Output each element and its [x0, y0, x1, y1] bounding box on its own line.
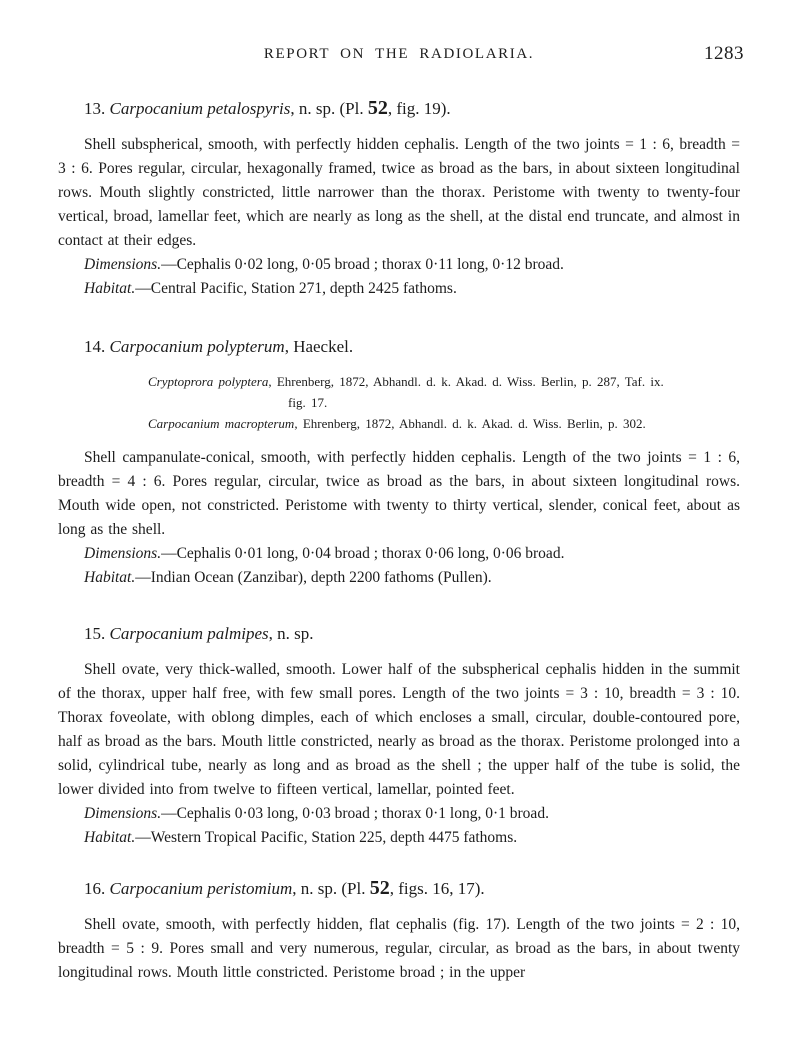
running-head: [58, 43, 744, 68]
habitat-label: Habitat.: [84, 569, 136, 586]
description-paragraph: Shell subspherical, smooth, with perfectly hidden cephalis. Length of the two joints = 1 : 6, breadth = 3 : 6. Pores regular, circular, hexagonally framed, twice as broad as the bars, in about sixteen longitudinal rows. Mouth slightly constricted, little narrower than the thorax. Peristome with twenty to twenty-four vertical, broad, lamellar feet, which are nearly as long as the shell, at the distal end truncate, and almost in contact at their edges.: [58, 136, 740, 249]
heading-text: , figs. 16, 17).: [389, 879, 485, 898]
heading-text: , n. sp. (Pl.: [292, 879, 370, 898]
heading-text: , fig. 19).: [387, 99, 451, 118]
habitat-label: Habitat.: [84, 829, 136, 846]
dimensions-label: Dimensions.: [84, 805, 162, 822]
description-paragraph: Shell campanulate-conical, smooth, with perfectly hidden cephalis. Length of the two joints = 1 : 6, breadth = 4 : 6. Pores regular, circular, twice as broad as the bars, in about sixteen longitudinal rows. Mouth wide open, not constricted. Peristome with twenty to thirty vertical, slender, conical feet, about as long as the shell.: [58, 449, 740, 538]
habitat-line: [58, 277, 740, 301]
dimensions-label: Dimensions.: [84, 545, 162, 562]
reference-species: Cryptoprora polyptera: [148, 374, 269, 389]
section-heading-15: [58, 622, 740, 646]
description-paragraph: Shell ovate, smooth, with perfectly hidden, flat cephalis (fig. 17). Length of the two joints = 2 : 10, breadth = 5 : 9. Pores small and very numerous, regular, circular, as broad as the bars, in about twenty longitudinal rows. Mouth little constricted. Peristome broad ; in the upper: [58, 916, 740, 981]
dimensions-text: —Cephalis 0·02 long, 0·05 broad ; thorax 0·11 long, 0·12 broad.: [161, 256, 564, 273]
reference-citation: , Ehrenberg, 1872, Abhandl. d. k. Akad. d. Wiss. Berlin, p. 302.: [294, 416, 646, 431]
dimensions-line: [58, 253, 740, 277]
habitat-line: [58, 566, 740, 590]
heading-number: 14.: [84, 337, 110, 356]
habitat-text: —Indian Ocean (Zanzibar), depth 2200 fathoms (Pullen).: [135, 569, 492, 586]
description-paragraph: Shell ovate, very thick-walled, smooth. Lower half of the subspherical cephalis hidden in the summit of the thorax, upper half free, with few small pores. Length of the two joints = 3 : 10, breadth = 3 : 10. Thorax foveolate, with oblong dimples, each of which encloses a small, circular, double-contoured pore, half as broad as the bars. Mouth little constricted, nearly as broad as the thorax. Peristome prolonged into a solid, cylindrical tube, nearly as long and as broad as the shell ; the upper half of the tube is solid, the lower divided into from twelve to fifteen vertical, lamellar, pointed feet.: [58, 661, 740, 798]
page-title: REPORT ON THE RADIOLARIA.: [263, 46, 535, 62]
heading-text: , n. sp.: [268, 624, 314, 643]
habitat-label: Habitat.: [84, 280, 136, 297]
heading-number: 13.: [84, 99, 110, 118]
section-heading-16: [58, 876, 740, 901]
dimensions-label: Dimensions.: [84, 256, 162, 273]
heading-text: , n. sp. (Pl.: [290, 99, 368, 118]
dimensions-text: —Cephalis 0·03 long, 0·03 broad ; thorax 0·1 long, 0·1 broad.: [161, 805, 549, 822]
species-name: Carpocanium palmipes: [109, 624, 269, 643]
dimensions-line: [58, 542, 740, 566]
plate-number: 52: [369, 877, 390, 899]
reference-continuation: fig. 17.: [288, 395, 328, 410]
reference-item: [148, 371, 740, 392]
reference-species: Carpocanium macropterum: [148, 416, 295, 431]
plate-number: 52: [367, 97, 388, 119]
heading-number: 15.: [84, 624, 110, 643]
species-name: Carpocanium petalospyris: [109, 99, 291, 118]
page-number: 1283: [704, 43, 744, 64]
habitat-text: —Central Pacific, Station 271, depth 2425 fathoms.: [135, 280, 457, 297]
dimensions-text: —Cephalis 0·01 long, 0·04 broad ; thorax 0·06 long, 0·06 broad.: [161, 545, 565, 562]
heading-number: 16.: [84, 879, 110, 898]
species-name: Carpocanium polypterum: [109, 337, 285, 356]
reference-item: [148, 413, 740, 434]
reference-citation: , Ehrenberg, 1872, Abhandl. d. k. Akad. d. Wiss. Berlin, p. 287, Taf. ix.: [268, 374, 664, 389]
habitat-text: —Western Tropical Pacific, Station 225, depth 4475 fathoms.: [135, 829, 518, 846]
section-heading-14: [58, 335, 740, 359]
habitat-line: [58, 826, 740, 850]
heading-text: , Haeckel.: [284, 337, 354, 356]
synonymy-references: [148, 371, 740, 434]
dimensions-line: [58, 802, 740, 826]
species-name: Carpocanium peristomium: [109, 879, 293, 898]
section-heading-13: [58, 96, 740, 121]
